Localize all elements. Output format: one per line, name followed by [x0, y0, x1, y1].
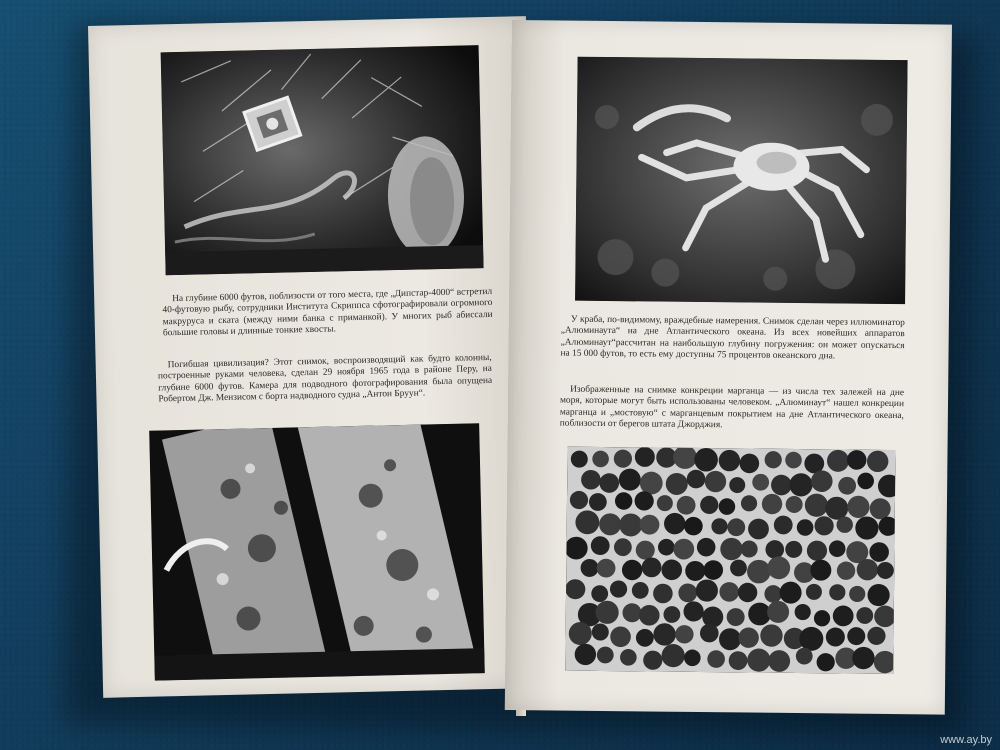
caption-fish-text: На глубине 6000 футов, поблизости от того места, где „Дипстар-4000“ встретил 40-футовую рыбу, сотрудники Института Скриппса сфотографировали огромного макруруса и ската (между ними банка с приманкой). У многих рыб абиссали большие головы и длинные тонкие хвосты. — [162, 286, 493, 339]
photo-crab — [575, 57, 908, 304]
caption-manganese-text: Изображенные на снимке конкреции марганца — из числа тех залежей на дне моря, которые могут быть использованы человеком. „Алюминаут“ нашел конкреции марганца и „мостовую“ с марганцевым покрытием на дне Атлантического океана, поблизости от берегов штата Джорджия. — [559, 384, 905, 431]
caption-crab-photo — [560, 315, 904, 366]
caption-columns-photo — [158, 353, 493, 408]
caption-manganese-photo — [560, 385, 904, 436]
photo-underwater-columns — [149, 423, 485, 680]
photo-fish-and-bait-can — [161, 45, 484, 275]
right-page — [505, 20, 952, 715]
caption-columns-text: Погибшая цивилизация? Этот снимок, воспроизводящий как будто колонны, построенные руками человека, сделан 29 ноября 1965 года в районе Перу, на глубине 6000 футов. Камера для подводного фотографирования была опущена Робертом Дж. Мензисом с борта надводного судна „Антон Бруун“. — [157, 352, 493, 405]
photo-manganese-nodules — [565, 447, 895, 674]
left-page — [88, 16, 541, 698]
watermark-text: www.ay.by — [940, 734, 992, 746]
caption-crab-text: У краба, по-видимому, враждебные намерения. Снимок сделан через иллюминатор „Алюминаута“ на дне Атлантического океана. Из всех новейших аппаратов „Алюминаут“рассчитан на наибольшую глубину погружения: он может опускаться на 15 000 футов, то есть ему доступны 75 процентов океанского дна. — [560, 314, 905, 362]
caption-fish-photo — [162, 287, 493, 342]
